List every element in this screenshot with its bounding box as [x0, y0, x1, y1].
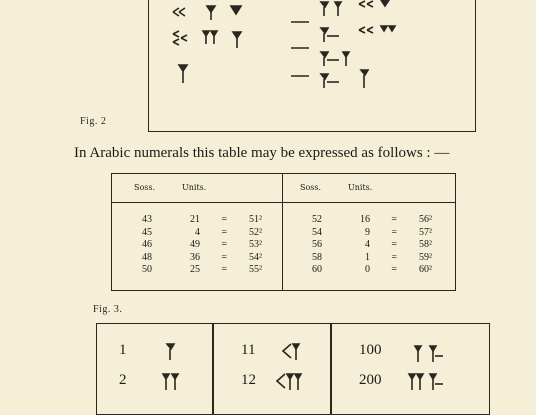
- fig3-num: 100: [359, 342, 382, 358]
- table-cell: =: [221, 226, 227, 238]
- cuneiform-glyphs-icon: [149, 0, 475, 131]
- fig2-cuneiform-table: [148, 0, 476, 132]
- table-cell: 52: [312, 214, 322, 225]
- table-cell: 43: [142, 214, 152, 225]
- table-row: [112, 214, 272, 226]
- table-cell: 51²: [249, 214, 262, 225]
- table-row: [112, 227, 272, 239]
- table-row: [112, 264, 272, 276]
- table-cell: 52²: [249, 226, 262, 238]
- table-cell: 4: [365, 239, 370, 250]
- table-cell: =: [391, 251, 397, 263]
- table-cell: 58²: [419, 239, 432, 250]
- table-cell: =: [221, 239, 227, 250]
- table-cell: =: [391, 239, 397, 250]
- fig3-num: 2: [119, 372, 127, 388]
- table-cell: 55²: [249, 264, 262, 275]
- numerals-table: [111, 173, 456, 291]
- table-cell: 49: [190, 239, 200, 250]
- table-row: [112, 252, 272, 264]
- fig3-num: 12: [241, 372, 256, 388]
- table-cell: =: [221, 264, 227, 275]
- table-cell: 46: [142, 239, 152, 250]
- fig3-num: 200: [359, 372, 382, 388]
- table-cell: =: [221, 214, 227, 225]
- table-cell: 36: [190, 251, 200, 263]
- table-row: [282, 227, 442, 239]
- table-cell: 58: [312, 251, 322, 263]
- table-cell: 54: [312, 226, 322, 238]
- table-cell: =: [391, 226, 397, 238]
- table-cell: =: [391, 214, 397, 225]
- table-cell: =: [391, 264, 397, 275]
- table-header-rule: [112, 202, 455, 203]
- table-cell: 0: [365, 264, 370, 275]
- table-cell: 57²: [419, 226, 432, 238]
- table-cell: 48: [142, 251, 152, 263]
- fig3-num: 11: [241, 342, 256, 358]
- table-cell: 54²: [249, 251, 262, 263]
- table-row: [112, 239, 272, 251]
- caption: In Arabic numerals this table may be expressed as follows : —: [74, 145, 450, 161]
- header-units-right: Units.: [348, 183, 373, 192]
- table-row: [282, 252, 442, 264]
- table-cell: 4: [195, 226, 200, 238]
- table-cell: 60: [312, 264, 322, 275]
- table-cell: =: [221, 251, 227, 263]
- table-cell: 59²: [419, 251, 432, 263]
- cuneiform-glyph-icon: [97, 324, 489, 414]
- header-soss-left: Soss.: [134, 183, 156, 192]
- fig3-num: 1: [119, 342, 127, 358]
- fig3-cuneiform-table: [96, 323, 490, 415]
- table-cell: 9: [365, 226, 370, 238]
- fig3-label: Fig. 3.: [93, 304, 123, 315]
- table-cell: 56²: [419, 214, 432, 225]
- table-cell: 25: [190, 264, 200, 275]
- fig2-label: Fig. 2: [80, 116, 107, 127]
- table-row: [282, 264, 442, 276]
- table-cell: 50: [142, 264, 152, 275]
- table-row: [282, 214, 442, 226]
- header-units-left: Units.: [182, 183, 207, 192]
- table-cell: 1: [365, 251, 370, 263]
- table-cell: 60²: [419, 264, 432, 275]
- table-cell: 53²: [249, 239, 262, 250]
- table-cell: 45: [142, 226, 152, 238]
- header-soss-right: Soss.: [300, 183, 322, 192]
- table-cell: 21: [190, 214, 200, 225]
- table-row: [282, 239, 442, 251]
- table-cell: 16: [360, 214, 370, 225]
- table-cell: 56: [312, 239, 322, 250]
